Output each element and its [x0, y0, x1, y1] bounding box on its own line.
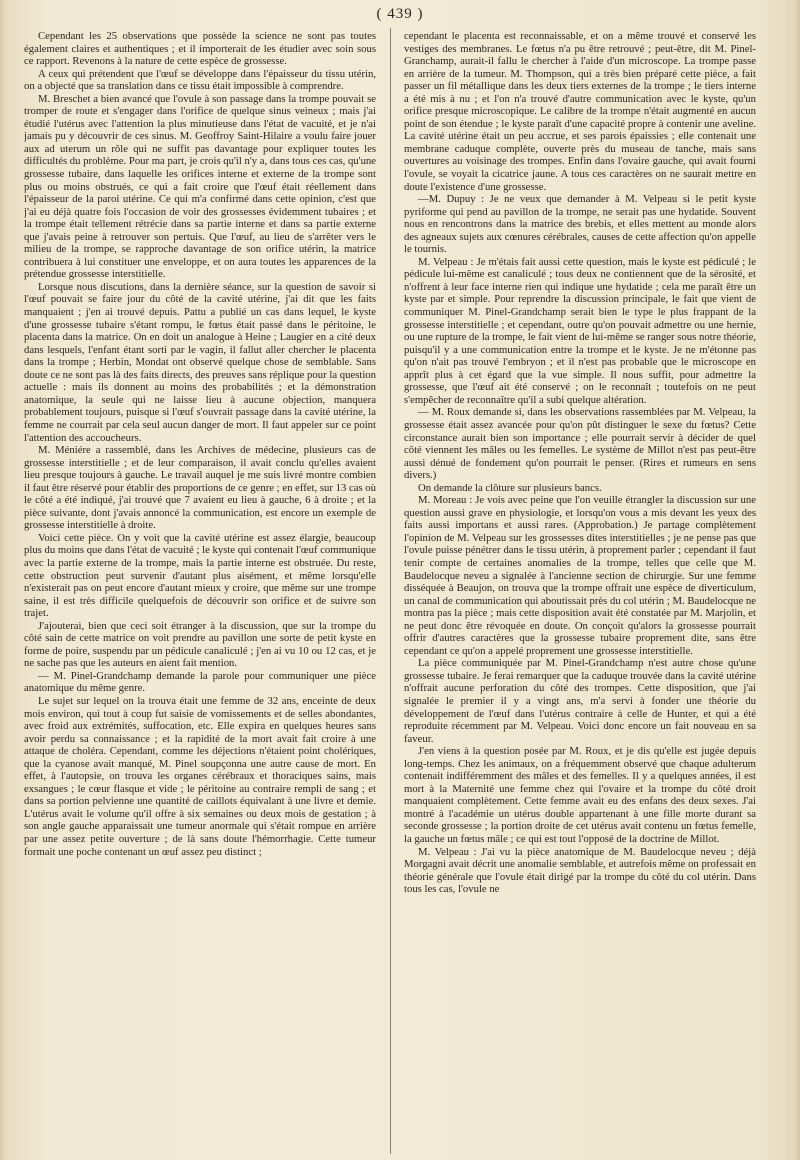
right-column: [404, 30, 756, 1152]
paragraph: Lorsque nous discutions, dans la dernière séance, sur la question de savoir si l'œuf pouvait se faire jour du côté de la cavité utérine, j'ai dit que les faits manquaient ; j'en ai trouvé depuis. Pattu a publié un cas dans lequel, le kyste d'une grossesse tubaire s'étant rompu, le fœtus était passé dans le péritoine, le placenta dans la matrice. On en doit un analogue à Heine ; Laugier en a cité deux dans lesquels, l'enfant étant sorti par le vagin, il fallut aller chercher le placenta dans la trompe ; Herbin, Mondat ont observé quelque chose de semblable. Sans doute ce ne sont pas là des faits directs, des preuves sans réplique pour la question actuelle : mais ils donnent au moins des probabilités ; et la démonstration anatomique, la seule qui ne laisse lieu à aucune objection, manquera probablement toujours, puisque si l'œuf s'ouvrait passage dans la cavité utérine, la femme ne courrait par cela seul aucun danger de mort. Il faut appeler sur ce point l'attention des accoucheurs.: [24, 280, 376, 444]
paragraph: M. Velpeau : J'ai vu la pièce anatomique de M. Baudelocque neveu ; déjà Morgagni avait décrit une anomalie semblable, et autrefois même on professait en théorie générale que l'ovule était dirigé par la trompe du côté du col utérin. Dans tous les cas, l'ovule ne: [404, 845, 756, 896]
paragraph: M. Breschet a bien avancé que l'ovule à son passage dans la trompe pouvait se tromper de route et s'engager dans l'orifice de quelque sinus veineux ; mais j'ai étudié l'utérus avec l'attention la plus minutieuse dans l'état de vacuité, et je n'ai jamais pu y découvrir de ces sinus. M. Geoffroy Saint-Hilaire a voulu faire jouer aux ad uterum un rôle qui ne suffit pas davantage pour expliquer toutes les difficultés du problème. Pour ma part, je crois qu'il n'y a, dans tous ces cas, qu'une grossesse tubaire, dans laquelle les orifices interne et externe de la trompe sont plus ou moins obstrués, ce qui a fait croire que l'œuf était réellement dans l'épaisseur de la paroi utérine. Ce qui m'a confirmé dans cette opinion, c'est que j'ai eu déjà quatre fois l'occasion de voir des grossesses évidemment tubaires ; et la trompe était tellement rétrécie dans sa partie interne et dans sa partie externe que j'avais peine à retrouver son pertuis. Que l'œuf, au lieu de s'arrêter vers le milieu de la trompe, se rapproche davantage de son orifice utérin, la matrice contribuera à lui constituer une enveloppe, et on aura toutes les apparences de la prétendue grossesse interstitielle.: [24, 92, 376, 281]
left-column: [24, 30, 376, 1152]
paragraph: M. Velpeau : Je m'étais fait aussi cette question, mais le kyste est pédiculé ; le pédicule lui-même est canaliculé ; tous deux ne contiennent que de la sérosité, et n'offrent à leur face interne rien qui indique une hydatide ; cela me paraît être un kyste par et simple. Pour reprendre la discussion principale, le fait que vient de communiquer M. Pinel-Grandchamp serait bien le type le plus frappant de la grossesse interstitielle ; et cependant, outre qu'on pouvait admettre ou une hernie, ou une rupture de la trompe, le fait vient de lui-même se ranger sous notre théorie, puisqu'il y a une communication entre la trompe et le kyste. Je ne m'étonne pas qu'on n'ait pas trouvé l'embryon ; et il n'est pas probable que le microscope en apprît plus à cet égard que la vue simple. Il nous suffit, pour admettre la grossesse, que l'œuf ait été conservé ; on le reconnaît ; toutefois on ne peut s'empêcher de reconnaître qu'il a subi quelque altération.: [404, 255, 756, 406]
paragraph: —M. Dupuy : Je ne veux que demander à M. Velpeau si le petit kyste pyriforme qui pend au pavillon de la trompe, ne serait pas une hydatide. Souvent nous en rencontrons dans la matrice des brebis, et elles mettent au monde alors des agneaux sujets aux cœnures cérébrales, causes de cette affection qu'on appelle le tournis.: [404, 193, 756, 256]
paragraph: J'ajouterai, bien que ceci soit étranger à la discussion, que sur la trompe du côté sain de cette matrice on voit prendre au pavillon une sorte de petit kyste en forme de poire, suspendu par un pédicule canaliculé ; j'en ai vu 10 ou 12 cas, et je ne sache pas que les auteurs en aient fait mention.: [24, 619, 376, 670]
paragraph: M. Moreau : Je vois avec peine que l'on veuille étrangler la discussion sur une question aussi grave en physiologie, et lorsqu'on vous a mis devant les yeux des faits aussi importans et aussi rares. (Approbation.) Je partage complètement l'opinion de M. Velpeau sur les grossesses dites interstitielles ; je ne pense pas que l'ovule puisse pénétrer dans le tissu utérin, à proprement parler ; cependant il faut tenir compte de certaines anomalies de la trompe, telles que celle que M. Baudelocque neveu a signalée à l'ancienne section de chirurgie. Sur une femme disséquée à Beaujon, on trouva que la trompe offrait une espèce de diverticulum, un canal de communication qui aboutissait près du col utérin ; M. Baudelocque ne montra pas la pièce ; mais cette disposition avait été constatée par M. Marjolin, et ne peut donc être révoquée en doute. On conçoit qu'alors la grossesse pourrait offrir d'autres caractères que la grossesse tubaire proprement dite, sans être cependant ce qu'on a appelé proprement une grossesse interstitielle.: [404, 494, 756, 657]
paragraph: Le sujet sur lequel on la trouva était une femme de 32 ans, enceinte de deux mois environ, qui tout à coup fut saisie de vomissements et de selles abondantes, avec froid aux extrémités, suffocation, etc. Elle expira en quelques heures sans avoir perdu sa connaissance ; et la rapidité de la mort avait fait croire à une attaque de choléra. Cependant, comme les déjections n'étaient point cholériques, que la cyanose avait manqué, M. Pinel soupçonna une autre cause de mort. En effet, à l'autopsie, on trouva les organes cérébraux et thoraciques sains, mais exsangues ; le cœur flasque et vide ; le péritoine au contraire rempli de sang ; et dans sa portion pelvienne une quantité de caillots équivalant à une livre et demie. L'utérus avait le volume qu'il offre à six semaines ou deux mois de gestation ; à son angle gauche apparaissait une tumeur anormale qui s'était rompue en arrière par une assez petite ouverture ; de là sans doute l'hémorrhagie. Cette tumeur formait une poche contenant un œuf assez peu distinct ;: [24, 694, 376, 858]
page-number: ( 439 ): [376, 6, 424, 22]
paragraph: J'en viens à la question posée par M. Roux, et je dis qu'elle est jugée depuis long-temps. Chez les animaux, on a fréquemment observé que chaque adulterum contenait indifféremment des mâles et des femelles. Il y a quelques années, il est mort à la Maternité une femme chez qui l'ovaire et la trompe du côté droit manquaient complètement. Cette femme avait eu des enfans des deux sexes. J'ai montré à l'académie un utérus double appartenant à une fille morte durant sa seconde grossesse ; la portion droite de cet utérus avait contenu un fœtus femelle, la gauche un fœtus mâle ; ce qui est tout l'opposé de la doctrine de Millot.: [404, 745, 756, 845]
paragraph: La pièce communiquée par M. Pinel-Grandchamp n'est autre chose qu'une grossesse tubaire. Je ferai remarquer que la caduque trouvée dans la cavité utérine n'offrait aucune perforation du côté des trompes. Cette disposition, que j'ai signalée le premier il y a vingt ans, m'a servi à fonder une théorie du développement de l'œuf dans l'utérus contraire à celle de Hunter, et qui a été reproduite récemment par M. Velpeau. Voici donc encore un fait nouveau en sa faveur.: [404, 657, 756, 745]
paragraph: Cependant les 25 observations que possède la science ne sont pas toutes également claires et authentiques ; et il importerait de les étudier avec soin sous ce rapport. Revenons à la nature de cette espèce de grossesse.: [24, 30, 376, 68]
paragraph: — M. Pinel-Grandchamp demande la parole pour communiquer une pièce anatomique du même genre.: [24, 669, 376, 695]
column-divider: [390, 28, 391, 1154]
page-edge-left: [0, 0, 6, 1160]
paragraph: cependant le placenta est reconnaissable, et on a même trouvé et conservé les vestiges des membranes. Le fœtus n'a pu être retrouvé ; peut-être, dit M. Pinel-Granchamp, aurait-il fallu le chercher à l'aide d'un microscope. La trompe passe en arrière de la tumeur. M. Thompson, qui a très bien préparé cette pièce, a fait passer un fil métallique dans les deux tiers externes de la trompe ; le tiers interne a été mis à nu ; et l'on n'a trouvé d'autre communication avec le kyste, qu'un orifice presque microscopique. Le calibre de la trompe n'était augmenté en aucun point de son étendue ; le kyste paraît d'une capacité propre à contenir une aveline. La cavité utérine était un peu accrue, et ses parois épaissies ; elle contenait une membrane caduque complète, ouverte près du museau de tanche, mais sans ouvertures au voisinage des trompes. Enfin dans l'ovaire gauche, qui avait fourni l'ovule, se voyait la cicatrice jaune. A tous ces caractères on ne saurait mettre en doute l'existence d'une grossesse.: [404, 30, 756, 193]
paragraph: — M. Roux demande si, dans les observations rassemblées par M. Velpeau, la grossesse était assez avancée pour qu'on pût distinguer le sexe du fœtus? Cette circonstance aurait bien son importance ; elle pourrait servir à décider de quel côté viennent les mâles ou les femelles. Le système de Millot n'est pas peut-être aussi dénué de fondement qu'on pourrait le penser. (Rires et rumeurs en sens divers.): [404, 406, 756, 482]
paragraph: M. Méniére a rassemblé, dans les Archives de médecine, plusieurs cas de grossesse interstitielle ; et de leur comparaison, il avait conclu qu'elles avaient lieu presque toujours à gauche. Le travail auquel je me suis livré montre combien il faut être réservé pour établir des proportions de ce genre ; en effet, sur 13 cas où le côté a été indiqué, j'ai trouvé que 7 avaient eu lieu à gauche, 6 à droite ; et la pièce suivante, dont j'avais annoncé la communication, est encore un exemple de grossesse interstitielle à droite.: [24, 444, 376, 532]
paragraph: On demande la clôture sur plusieurs bancs.: [418, 481, 602, 494]
paragraph: A ceux qui prétendent que l'œuf se développe dans l'épaisseur du tissu utérin, on a objecté que sa translation dans ce tissu était impossible à comprendre.: [24, 67, 376, 93]
page-edge-right: [794, 0, 800, 1160]
paragraph: Voici cette pièce. On y voit que la cavité utérine est assez élargie, beaucoup plus du moins que dans l'état de vacuité ; le kyste qui contenait l'œuf communique avec la partie externe de la trompe, mais la partie interne est obstruée. Du reste, cette obstruction peut survenir d'autant plus aisément, et même lorsqu'elle n'existerait pas on peut encore d'autant mieux y croire, que même sur une trompe saine, il est très difficile quelquefois de découvrir son orifice et de suivre son trajet.: [24, 531, 376, 620]
